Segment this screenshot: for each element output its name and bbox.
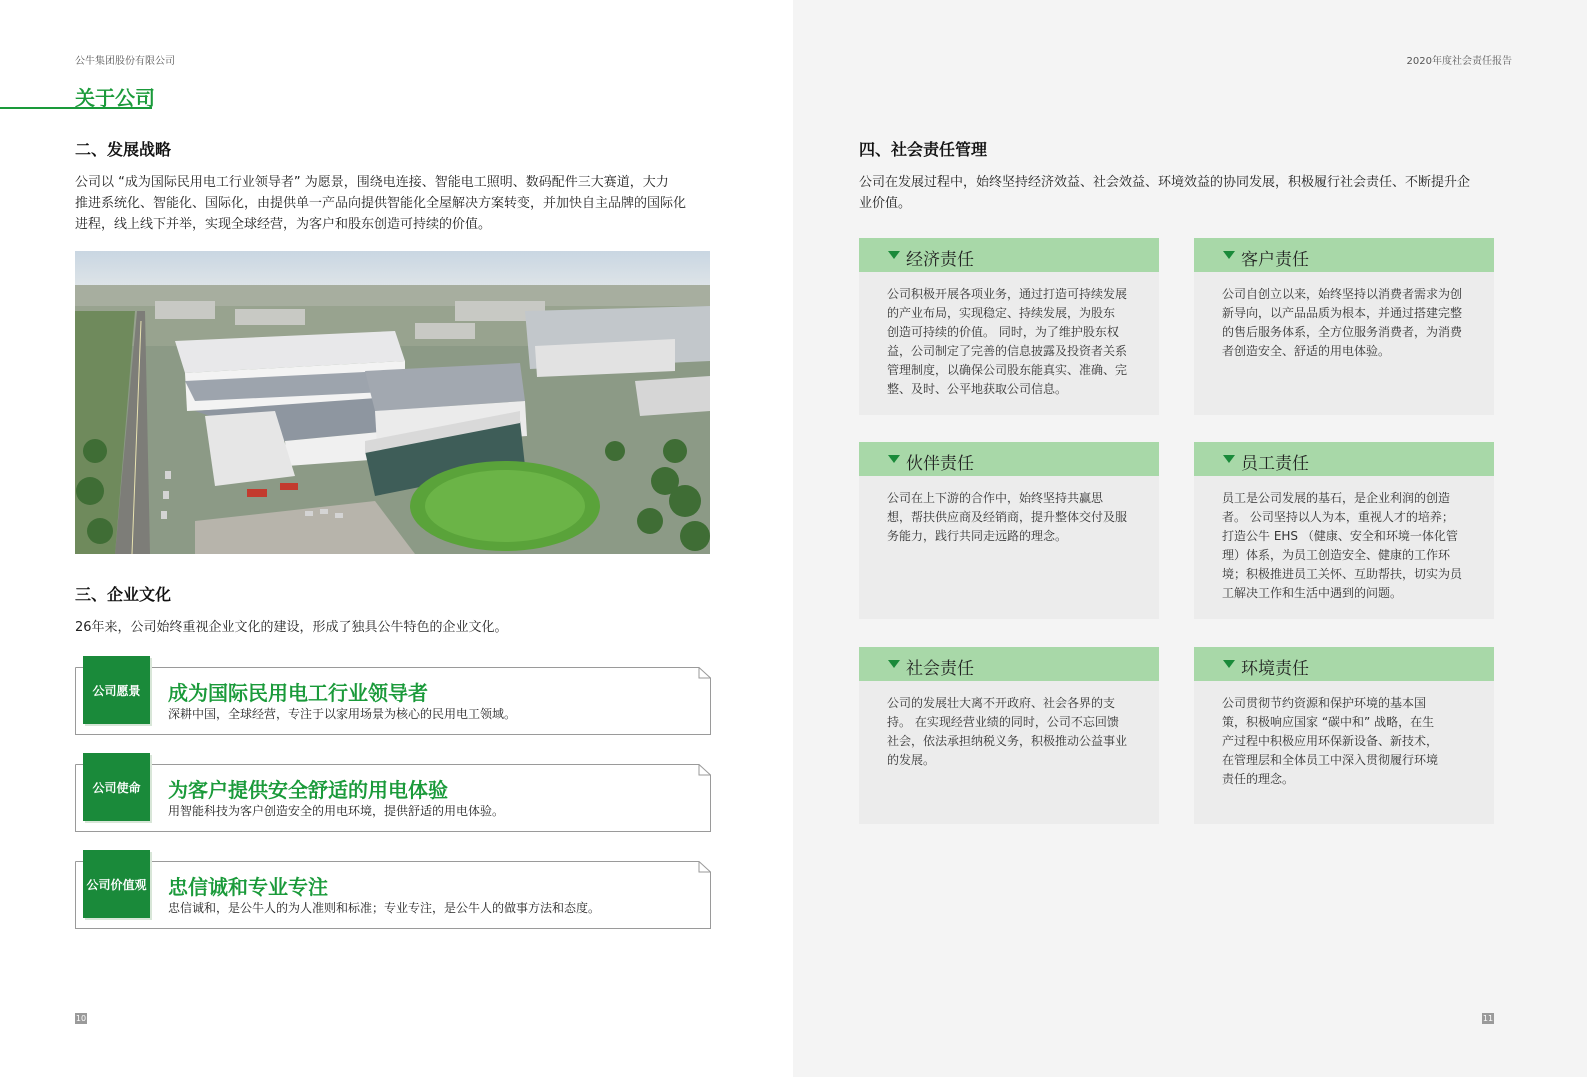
strategy-line: 进程，线上线下并举，实现全球经营，为客户和股东创造可持续的价值。 bbox=[75, 217, 492, 232]
vision-desc: 深耕中国，全球经营，专注于以家用场景为核心的民用电工领域。 bbox=[168, 707, 517, 721]
body-line: 公司积极开展各项业务，通过打造可持续发展 bbox=[887, 287, 1128, 301]
body-line: 公司在上下游的合作中，始终坚持共赢思 bbox=[887, 491, 1104, 505]
body-line: 理）体系，为员工创造安全、健康的工作环 bbox=[1222, 548, 1451, 562]
body-line: 责任的理念。 bbox=[1222, 772, 1295, 786]
body-line: 境；积极推进员工关怀、互助帮扶，切实为员 bbox=[1222, 567, 1463, 581]
resp-box-title: 伙伴责任 bbox=[906, 454, 974, 474]
right-page bbox=[793, 0, 1587, 1077]
strategy-heading: 二、发展战略 bbox=[75, 140, 172, 159]
csr-intro bbox=[859, 172, 1509, 214]
mission-tag: 公司使命 bbox=[83, 753, 150, 821]
culture-heading: 三、企业文化 bbox=[75, 585, 172, 604]
body-line: 务能力，践行共同走远路的理念。 bbox=[887, 529, 1068, 543]
strategy-paragraph bbox=[75, 172, 715, 235]
resp-box-title: 社会责任 bbox=[906, 659, 974, 679]
body-line: 公司贯彻节约资源和保护环境的基本国 bbox=[1222, 696, 1427, 710]
body-line: 持。 在实现经营业绩的同时，公司不忘回馈 bbox=[887, 715, 1119, 729]
resp-box-header bbox=[1194, 647, 1494, 681]
triangle-down-icon bbox=[888, 455, 900, 463]
resp-box-body bbox=[887, 694, 1135, 770]
resp-box-header bbox=[1194, 238, 1494, 272]
resp-box-title: 经济责任 bbox=[906, 250, 974, 270]
vision-title: 成为国际民用电工行业领导者 bbox=[168, 681, 428, 705]
body-line: 在管理层和全体员工中深入贯彻履行环境 bbox=[1222, 753, 1439, 767]
body-line: 新导向，以产品品质为根本，并通过搭建完整 bbox=[1222, 306, 1463, 320]
body-line: 产过程中积极应用环保新设备、新技术， bbox=[1222, 734, 1439, 748]
strategy-line: 公司以 “成为国际民用电工行业领导者” 为愿景，围绕电连接、智能电工照明、数码配件三大赛道，大力 bbox=[75, 175, 669, 190]
body-line: 者。 公司坚持以人为本，重视人才的培养； bbox=[1222, 510, 1454, 524]
body-line: 公司的发展壮大离不开政府、社会各界的支 bbox=[887, 696, 1116, 710]
resp-box-header bbox=[1194, 442, 1494, 476]
csr-intro-line: 公司在发展过程中，始终坚持经济效益、社会效益、环境效益的协同发展，积极履行社会责任、不断提升企 bbox=[859, 175, 1471, 190]
culture-card-mission bbox=[75, 764, 711, 832]
triangle-down-icon bbox=[1223, 660, 1235, 668]
body-line: 工解决工作和生活中遇到的问题。 bbox=[1222, 586, 1403, 600]
body-line: 员工是公司发展的基石，是企业利润的创造 bbox=[1222, 491, 1451, 505]
strategy-line: 推进系统化、智能化、国际化，由提供单一产品向提供智能化全屋解决方案转变，并加快自主品牌的国际化 bbox=[75, 196, 687, 211]
resp-box-economic bbox=[859, 238, 1159, 415]
body-line: 的售后服务体系，全方位服务消费者，为消费 bbox=[1222, 325, 1463, 339]
body-line: 的产业布局，实现稳定、持续发展，为股东 bbox=[887, 306, 1116, 320]
resp-box-body bbox=[1222, 489, 1470, 603]
resp-box-title: 员工责任 bbox=[1241, 454, 1309, 474]
body-line: 整、及时、公平地获取公司信息。 bbox=[887, 382, 1068, 396]
body-line: 公司自创立以来，始终坚持以消费者需求为创 bbox=[1222, 287, 1463, 301]
resp-box-employee bbox=[1194, 442, 1494, 619]
resp-box-title: 客户责任 bbox=[1241, 250, 1309, 270]
left-page bbox=[0, 0, 793, 1077]
body-line: 益，公司制定了完善的信息披露及投资者关系 bbox=[887, 344, 1128, 358]
resp-box-header bbox=[859, 647, 1159, 681]
csr-heading: 四、社会责任管理 bbox=[859, 140, 988, 159]
values-desc: 忠信诚和，是公牛人的为人准则和标准；专业专注，是公牛人的做事方法和态度。 bbox=[168, 901, 601, 915]
mission-desc: 用智能科技为客户创造安全的用电环境，提供舒适的用电体验。 bbox=[168, 804, 505, 818]
resp-box-body bbox=[1222, 694, 1470, 789]
resp-box-body bbox=[887, 489, 1135, 546]
body-line: 社会，依法承担纳税义务，积极推动公益事业 bbox=[887, 734, 1128, 748]
mission-title: 为客户提供安全舒适的用电体验 bbox=[168, 778, 448, 802]
resp-box-customer bbox=[1194, 238, 1494, 415]
culture-card-vision bbox=[75, 667, 711, 735]
page-number-left: 10 bbox=[75, 1014, 87, 1023]
resp-box-social bbox=[859, 647, 1159, 824]
body-line: 者创造安全、舒适的用电体验。 bbox=[1222, 344, 1391, 358]
factory-photo-illustration bbox=[75, 251, 710, 554]
csr-intro-line: 业价值。 bbox=[859, 196, 912, 211]
resp-box-header bbox=[859, 442, 1159, 476]
resp-box-header bbox=[859, 238, 1159, 272]
triangle-down-icon bbox=[1223, 455, 1235, 463]
page-number-right: 11 bbox=[1482, 1014, 1494, 1023]
triangle-down-icon bbox=[888, 251, 900, 259]
values-title: 忠信诚和专业专注 bbox=[168, 875, 328, 899]
body-line: 的发展。 bbox=[887, 753, 936, 767]
body-line: 管理制度，以确保公司股东能真实、准确、完 bbox=[887, 363, 1128, 377]
resp-box-title: 环境责任 bbox=[1241, 659, 1309, 679]
resp-box-environment bbox=[1194, 647, 1494, 824]
body-line: 想，帮扶供应商及经销商，提升整体交付及服 bbox=[887, 510, 1128, 524]
vision-tag: 公司愿景 bbox=[83, 656, 150, 724]
resp-box-body bbox=[1222, 285, 1470, 361]
resp-box-body bbox=[887, 285, 1135, 399]
triangle-down-icon bbox=[1223, 251, 1235, 259]
report-title: 2020年度社会责任报告 bbox=[1406, 56, 1512, 67]
section-title: 关于公司 bbox=[75, 86, 155, 110]
culture-intro: 26年来，公司始终重视企业文化的建设，形成了独具公牛特色的企业文化。 bbox=[75, 620, 508, 635]
triangle-down-icon bbox=[888, 660, 900, 668]
body-line: 打造公牛 EHS （健康、安全和环境一体化管 bbox=[1222, 529, 1458, 543]
body-line: 创造可持续的价值。 同时，为了维护股东权 bbox=[887, 325, 1119, 339]
body-line: 策，积极响应国家 “碳中和” 战略，在生 bbox=[1222, 715, 1435, 729]
resp-box-partner bbox=[859, 442, 1159, 619]
company-name: 公牛集团股份有限公司 bbox=[75, 56, 175, 67]
values-tag: 公司价值观 bbox=[83, 850, 150, 918]
factory-aerial-photo bbox=[75, 251, 710, 554]
culture-card-values bbox=[75, 861, 711, 929]
